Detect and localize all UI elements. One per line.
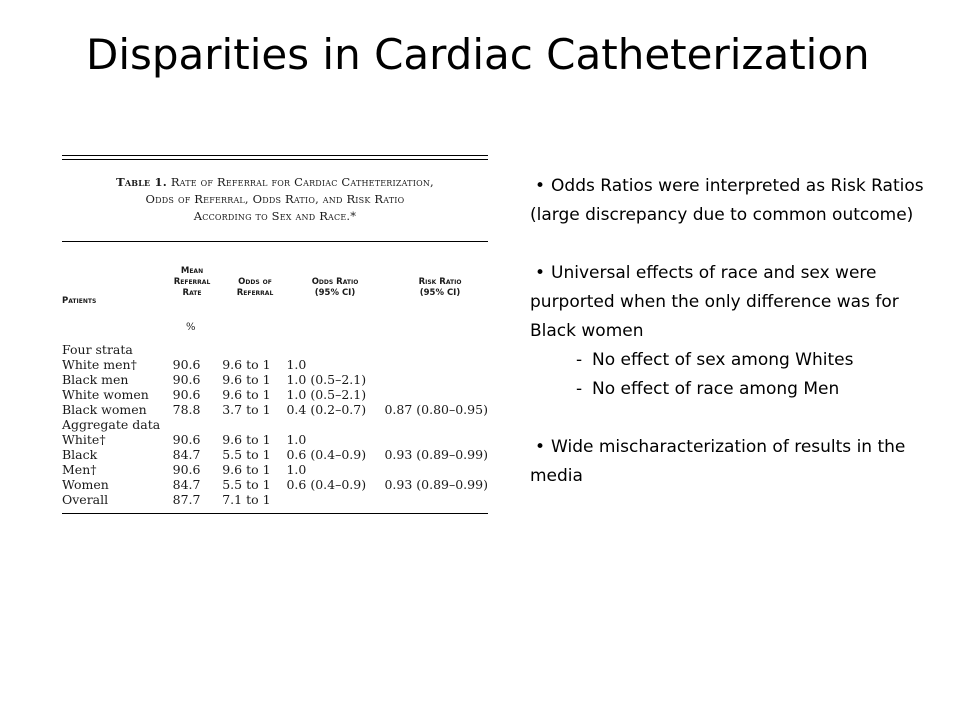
- table-bottom-rule: [62, 513, 488, 514]
- table-top-rule: [62, 155, 488, 160]
- caption-line-3: According to Sex and Race.*: [193, 209, 357, 223]
- header-referral-line: Referral: [173, 277, 211, 287]
- table-row: [62, 432, 488, 447]
- cell-patient: Four strata: [62, 342, 133, 357]
- data-table: [62, 342, 488, 507]
- sub-bullet-text: No effect of sex among Whites: [592, 350, 854, 370]
- bullet-odds-ratios: [530, 172, 930, 230]
- header-rr-line: Risk Ratio: [418, 277, 462, 287]
- header-or-line: Odds Ratio: [311, 277, 359, 287]
- header-or-ci-line: (95% CI): [314, 288, 356, 298]
- table-row: [62, 372, 488, 387]
- cell-patient: Aggregate data: [62, 417, 161, 432]
- cell-mean-referral-rate: [173, 342, 223, 357]
- header-odds-of-referral: [222, 277, 288, 299]
- cell-patient: Black women: [62, 402, 147, 417]
- bullet-dot: •: [535, 437, 546, 457]
- header-odds-line: Odds of: [238, 277, 272, 287]
- cell-patient: Overall: [62, 492, 109, 507]
- dash-marker: -: [576, 350, 583, 370]
- cell-risk-ratio: 0.93 (0.89–0.99): [384, 477, 488, 492]
- sub-bullet-race-men: [530, 375, 930, 404]
- cell-odds-of-referral: 7.1 to 1: [222, 492, 271, 507]
- caption-line-1: Rate of Referral for Cardiac Catheterization,: [170, 175, 434, 189]
- table-row: [62, 477, 488, 492]
- table-row: [62, 492, 488, 507]
- dash-marker: -: [576, 379, 583, 399]
- cell-patient: White women: [62, 387, 149, 402]
- header-mean-line: Mean: [180, 266, 204, 276]
- cell-odds-of-referral: 9.6 to 1: [222, 432, 271, 447]
- table-caption: [62, 174, 488, 225]
- cell-odds-ratio: 1.0 (0.5–2.1): [286, 372, 367, 387]
- cell-odds-ratio: 0.6 (0.4–0.9): [286, 447, 367, 462]
- cell-patient: Women: [62, 477, 109, 492]
- bullet-text: Wide mischaracterization of results in the media: [530, 437, 906, 486]
- cell-risk-ratio: [384, 432, 488, 447]
- cell-patient: Men†: [62, 462, 97, 477]
- cell-mean-referral-rate: 90.6: [172, 462, 201, 477]
- cell-odds-ratio: [286, 417, 384, 432]
- table-row: [62, 447, 488, 462]
- cell-mean-referral-rate: 87.7: [172, 492, 201, 507]
- header-rate-line: Rate: [182, 288, 202, 298]
- cell-odds-ratio: 1.0: [286, 357, 307, 372]
- caption-line-2: Odds of Referral, Odds Ratio, and Risk Ratio: [145, 192, 405, 206]
- cell-odds-ratio: 1.0: [286, 462, 307, 477]
- cell-mean-referral-rate: [173, 417, 223, 432]
- cell-risk-ratio: [384, 357, 488, 372]
- cell-odds-ratio: [286, 342, 384, 357]
- table-figure: [62, 155, 488, 514]
- cell-odds-of-referral: 3.7 to 1: [222, 402, 271, 417]
- cell-risk-ratio: [384, 492, 488, 507]
- unit-label: %: [186, 322, 196, 333]
- cell-risk-ratio: [384, 417, 488, 432]
- table-row: [62, 417, 488, 432]
- table-row: [62, 357, 488, 372]
- cell-mean-referral-rate: 84.7: [172, 447, 201, 462]
- cell-risk-ratio: [384, 342, 488, 357]
- cell-odds-of-referral: 9.6 to 1: [222, 462, 271, 477]
- header-risk-ratio: [392, 277, 488, 299]
- cell-patient: White†: [62, 432, 106, 447]
- bullet-list: [530, 172, 930, 491]
- cell-odds-ratio: 1.0: [286, 432, 307, 447]
- header-odds-ratio: [290, 277, 380, 299]
- sub-bullet-text: No effect of race among Men: [592, 379, 840, 399]
- cell-risk-ratio: 0.93 (0.89–0.99): [384, 447, 488, 462]
- bullet-media: [530, 433, 930, 491]
- cell-odds-of-referral: 9.6 to 1: [222, 357, 271, 372]
- table-header-rule: [62, 241, 488, 242]
- caption-label: Table 1.: [116, 175, 167, 189]
- header-referral2-line: Referral: [236, 288, 274, 298]
- cell-risk-ratio: [384, 387, 488, 402]
- cell-mean-referral-rate: 90.6: [172, 432, 201, 447]
- cell-mean-referral-rate: 84.7: [172, 477, 201, 492]
- table-row: [62, 387, 488, 402]
- bullet-text: Odds Ratios were interpreted as Risk Ratios (large discrepancy due to common outcome): [530, 176, 924, 225]
- slide-title: Disparities in Cardiac Catheterization: [86, 30, 870, 79]
- unit-row: [62, 320, 488, 342]
- cell-risk-ratio: 0.87 (0.80–0.95): [384, 402, 488, 417]
- bullet-universal-effects: [530, 259, 930, 346]
- table-row: [62, 342, 488, 357]
- cell-odds-ratio: [286, 492, 384, 507]
- cell-mean-referral-rate: 78.8: [172, 402, 201, 417]
- header-rr-ci-line: (95% CI): [419, 288, 461, 298]
- cell-odds-of-referral: 5.5 to 1: [222, 477, 271, 492]
- cell-patient: White men†: [62, 357, 137, 372]
- cell-odds-of-referral: 9.6 to 1: [222, 387, 271, 402]
- bullet-dot: •: [535, 176, 546, 196]
- cell-odds-of-referral: [222, 417, 286, 432]
- cell-odds-of-referral: [222, 342, 286, 357]
- cell-odds-of-referral: 5.5 to 1: [222, 447, 271, 462]
- table-header-row: [62, 250, 488, 320]
- cell-odds-ratio: 1.0 (0.5–2.1): [286, 387, 367, 402]
- cell-mean-referral-rate: 90.6: [172, 387, 201, 402]
- sub-bullet-sex-whites: [530, 346, 930, 375]
- cell-patient: Black: [62, 447, 98, 462]
- table-row: [62, 402, 488, 417]
- cell-mean-referral-rate: 90.6: [172, 372, 201, 387]
- cell-mean-referral-rate: 90.6: [172, 357, 201, 372]
- header-patients: Patients: [62, 296, 97, 306]
- cell-risk-ratio: [384, 372, 488, 387]
- cell-odds-ratio: 0.4 (0.2–0.7): [286, 402, 367, 417]
- table-row: [62, 462, 488, 477]
- cell-patient: Black men: [62, 372, 129, 387]
- header-mean-referral-rate: [162, 266, 222, 299]
- bullet-dot: •: [535, 263, 546, 283]
- bullet-text: Universal effects of race and sex were purported when the only difference was for Black women: [530, 263, 899, 341]
- cell-odds-ratio: 0.6 (0.4–0.9): [286, 477, 367, 492]
- cell-odds-of-referral: 9.6 to 1: [222, 372, 271, 387]
- cell-risk-ratio: [384, 462, 488, 477]
